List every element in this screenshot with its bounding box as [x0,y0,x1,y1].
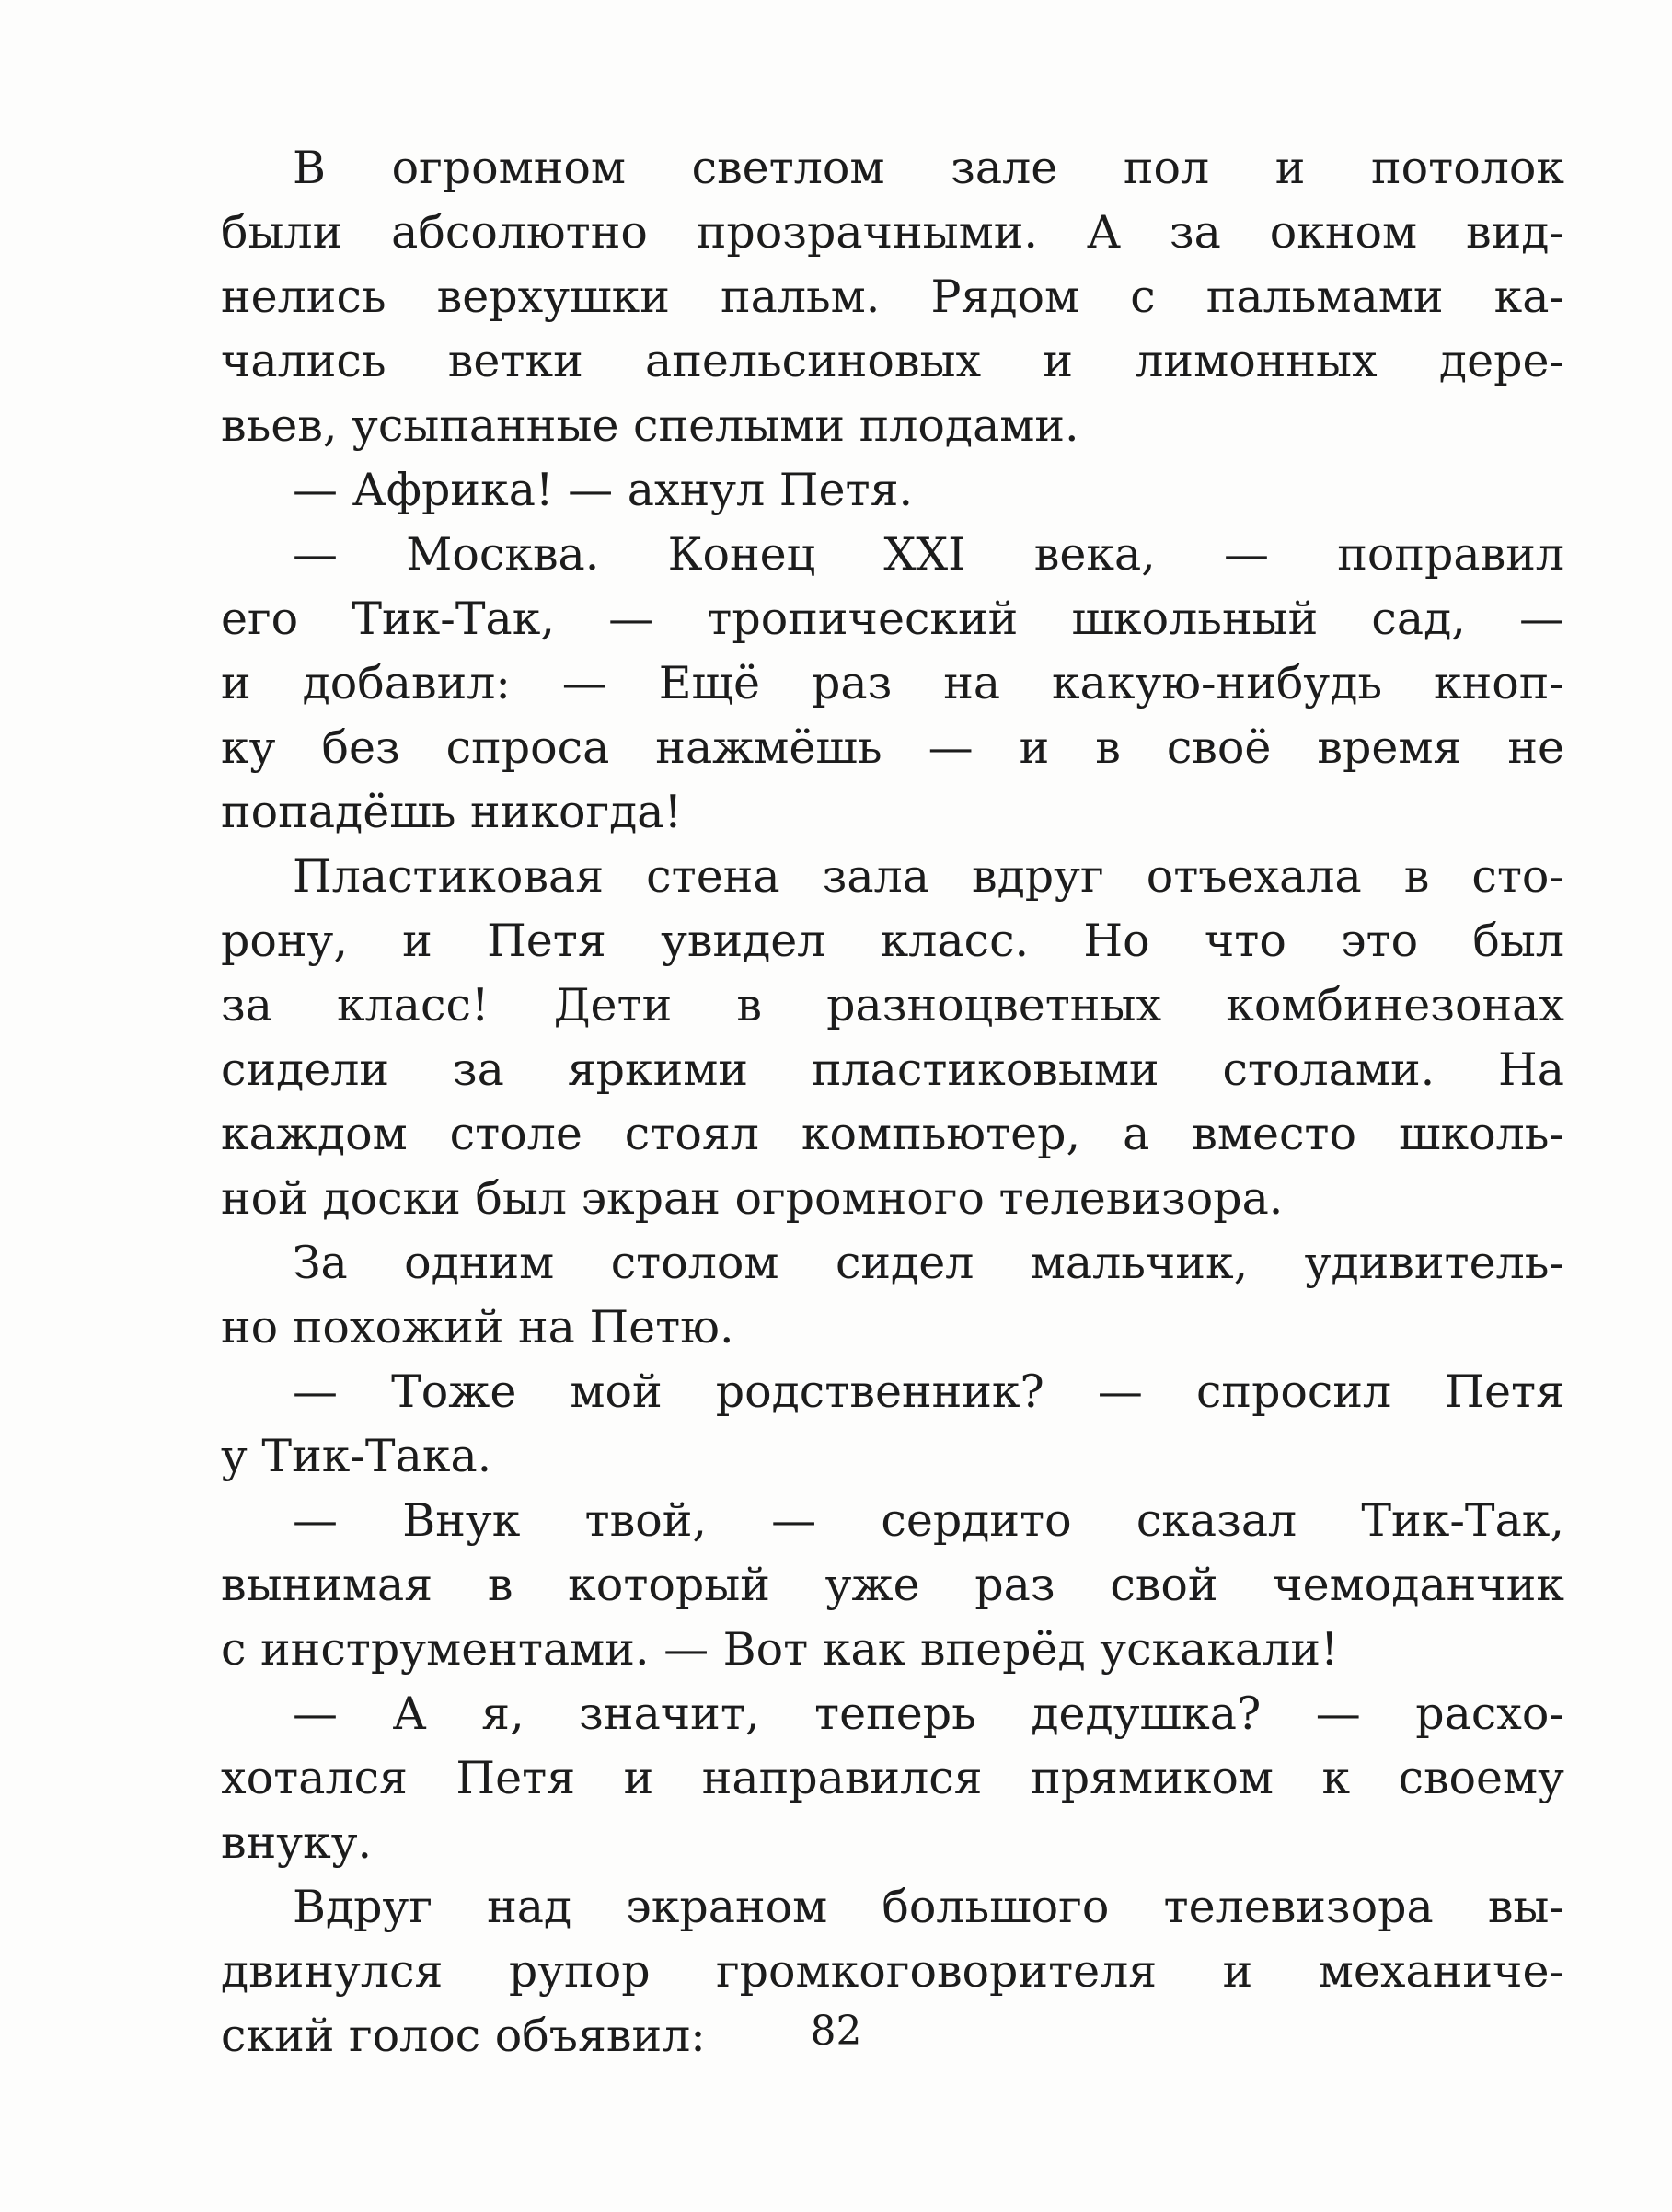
text-line: но похожий на Петю. [221,1301,734,1354]
body-text [221,136,1564,2068]
text-line: за класс! Дети в разноцветных комбинезонах [221,979,1564,1031]
text-line: — Тоже мой родственник? — спросил Петя [293,1365,1564,1418]
text-line: его Тик-Так, — тропический школьный сад, — [221,593,1564,645]
text-line: — А я, значит, теперь дедушка? — расхо- [293,1688,1564,1740]
text-line: — Африка! — ахнул Петя. [293,464,914,516]
text-line: у Тик-Така. [221,1430,492,1482]
text-line: внуку. [221,1816,373,1869]
text-line: сидели за яркими пластиковыми столами. На [221,1043,1564,1096]
page-number: 82 [810,2008,862,2055]
text-line: были абсолютно прозрачными. А за окном вид- [221,206,1564,259]
text-line: чались ветки апельсиновых и лимонных дере- [221,335,1564,387]
text-line: нелись верхушки пальм. Рядом с пальмами ка- [221,271,1564,323]
text-line: ский голос объявил: [221,2010,706,2062]
text-line: вынимая в который уже раз свой чемоданчик [221,1559,1564,1611]
text-line: ку без спроса нажмёшь — и в своё время не [221,721,1564,774]
text-line: и добавил: — Ещё раз на какую-нибудь кноп- [221,657,1564,709]
text-line: — Внук твой, — сердито сказал Тик-Так, [293,1494,1564,1547]
text-line: попадёшь никогда! [221,786,683,838]
text-line: каждом столе стоял компьютер, а вместо школь- [221,1108,1564,1160]
text-line: ной доски был экран огромного телевизора. [221,1172,1284,1225]
text-line: рону, и Петя увидел класс. Но что это был [221,915,1564,967]
text-line: хотался Петя и направился прямиком к своему [221,1752,1564,1804]
text-line: За одним столом сидел мальчик, удивитель- [293,1237,1564,1289]
text-line: В огромном светлом зале пол и потолок [293,142,1564,194]
text-line: с инструментами. — Вот как вперёд ускакали! [221,1623,1339,1676]
text-line: Вдруг над экраном большого телевизора вы- [293,1881,1564,1933]
text-line: двинулся рупор громкоговорителя и механиче- [221,1945,1564,1998]
text-line: — Москва. Конец XXI века, — поправил [293,528,1564,581]
text-line: Пластиковая стена зала вдруг отъехала в сто- [293,850,1564,903]
text-line: вьев, усыпанные спелыми плодами. [221,399,1079,452]
